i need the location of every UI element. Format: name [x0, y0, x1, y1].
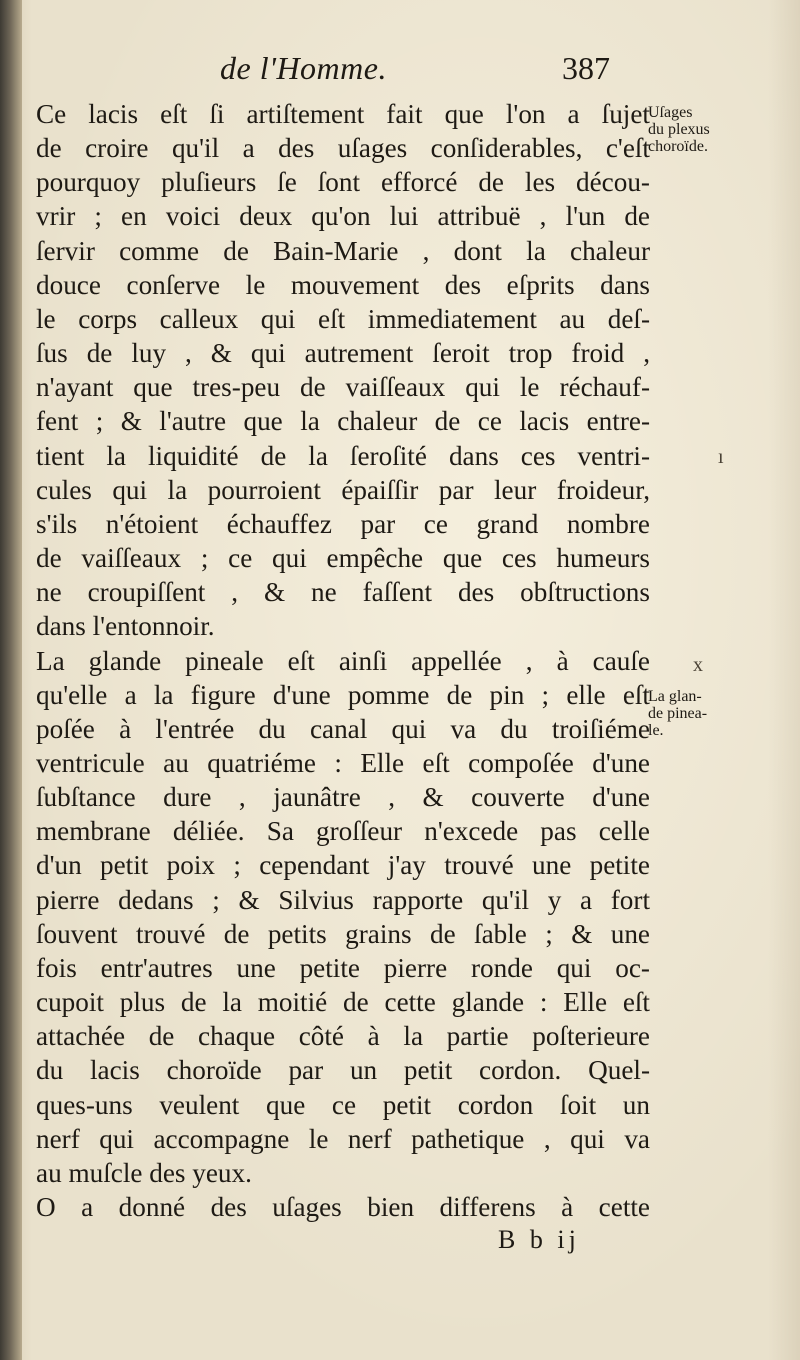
text-line: qu'elle a la figure d'une pomme de pin ; elle eſt: [36, 679, 650, 710]
text-line: de croire qu'il a des uſages conſiderables, c'eſt: [36, 133, 650, 164]
margin-note-usages: [648, 104, 758, 155]
stray-mark: x: [693, 654, 703, 676]
text-line: dans l'entonnoir.: [36, 611, 215, 642]
text-line: ſubſtance dure , jaunâtre , & couverte d'une: [36, 782, 650, 813]
text-line: poſée à l'entrée du canal qui va du troiſiéme: [36, 713, 650, 744]
text-line: ſervir comme de Bain-Marie , dont la chaleur: [36, 235, 650, 266]
margin-note-line: La glan-: [648, 688, 702, 705]
text-line: cules qui la pourroient épaiſſir par leur froideur,: [36, 474, 650, 505]
text-line: La glande pineale eſt ainſi appellée , à cauſe: [36, 645, 650, 676]
body-text: [36, 97, 650, 1190]
text-line: Ce lacis eſt ſi artiſtement fait que l'on a ſujet: [36, 99, 650, 129]
text-line: attachée de chaque côté à la partie poſterieure: [36, 1021, 650, 1052]
margin-note-line: de pinea-: [648, 705, 708, 722]
binding-gutter: [0, 0, 22, 1360]
text-line: s'ils n'étoient échauffez par ce grand nombre: [36, 508, 650, 539]
text-line: le corps calleux qui eſt immediatement au deſ-: [36, 303, 650, 334]
text-line: au muſcle des yeux.: [36, 1157, 252, 1188]
text-line: ventricule au quatriéme : Elle eſt compoſée d'une: [36, 747, 650, 778]
text-line: vrir ; en voici deux qu'on lui attribuë , l'un de: [36, 201, 650, 232]
text-line: ne croupiſſent , & ne faſſent des obſtructions: [36, 577, 650, 608]
text-line: ſus de luy , & qui autrement ſeroit trop froid ,: [36, 338, 650, 369]
margin-note-glande: [648, 688, 758, 739]
text-line: n'ayant que tres-peu de vaiſſeaux qui le réchauf-: [36, 372, 650, 403]
text-line: douce conſerve le mouvement des eſprits dans: [36, 269, 650, 300]
text-line: cupoit plus de la moitié de cette glande : Elle eſt: [36, 987, 650, 1018]
running-title: de l'Homme.: [220, 50, 387, 86]
text-line: pourquoy pluſieurs ſe ſont efforcé de les décou-: [36, 167, 650, 198]
text-line: d'un petit poix ; cependant j'ay trouvé une petite: [36, 850, 650, 881]
signature-mark: B b ij: [498, 1225, 580, 1254]
margin-note-line: Uſages: [648, 104, 693, 121]
page-number: 387: [562, 50, 610, 86]
text-line: membrane déliée. Sa groſſeur n'excede pas celle: [36, 816, 650, 847]
margin-note-line: choroïde.: [648, 138, 708, 155]
text-line: ſouvent trouvé de petits grains de ſable ; & une: [36, 918, 650, 949]
text-line: fois entr'autres une petite pierre ronde qui oc-: [36, 952, 650, 983]
text-line: ques-uns veulent que ce petit cordon ſoit un: [36, 1089, 650, 1120]
stray-mark: ı: [718, 446, 724, 468]
text-line: tient la liquidité de la ſeroſité dans ces ventri-: [36, 440, 650, 471]
text-line: du lacis choroïde par un petit cordon. Quel-: [36, 1055, 650, 1086]
margin-note-line: le.: [648, 722, 664, 739]
margin-note-line: du plexus: [648, 121, 710, 138]
page-header: [36, 44, 676, 94]
text-line: de vaiſſeaux ; ce qui empêche que ces humeurs: [36, 543, 650, 574]
text-line: fent ; & l'autre que la chaleur de ce lacis entre-: [36, 406, 650, 437]
text-line: pierre dedans ; & Silvius rapporte qu'il y a fort: [36, 884, 650, 915]
last-line: O a donné des uſages bien differens à cette: [36, 1192, 650, 1222]
text-line: nerf qui accompagne le nerf pathetique , qui va: [36, 1123, 650, 1154]
